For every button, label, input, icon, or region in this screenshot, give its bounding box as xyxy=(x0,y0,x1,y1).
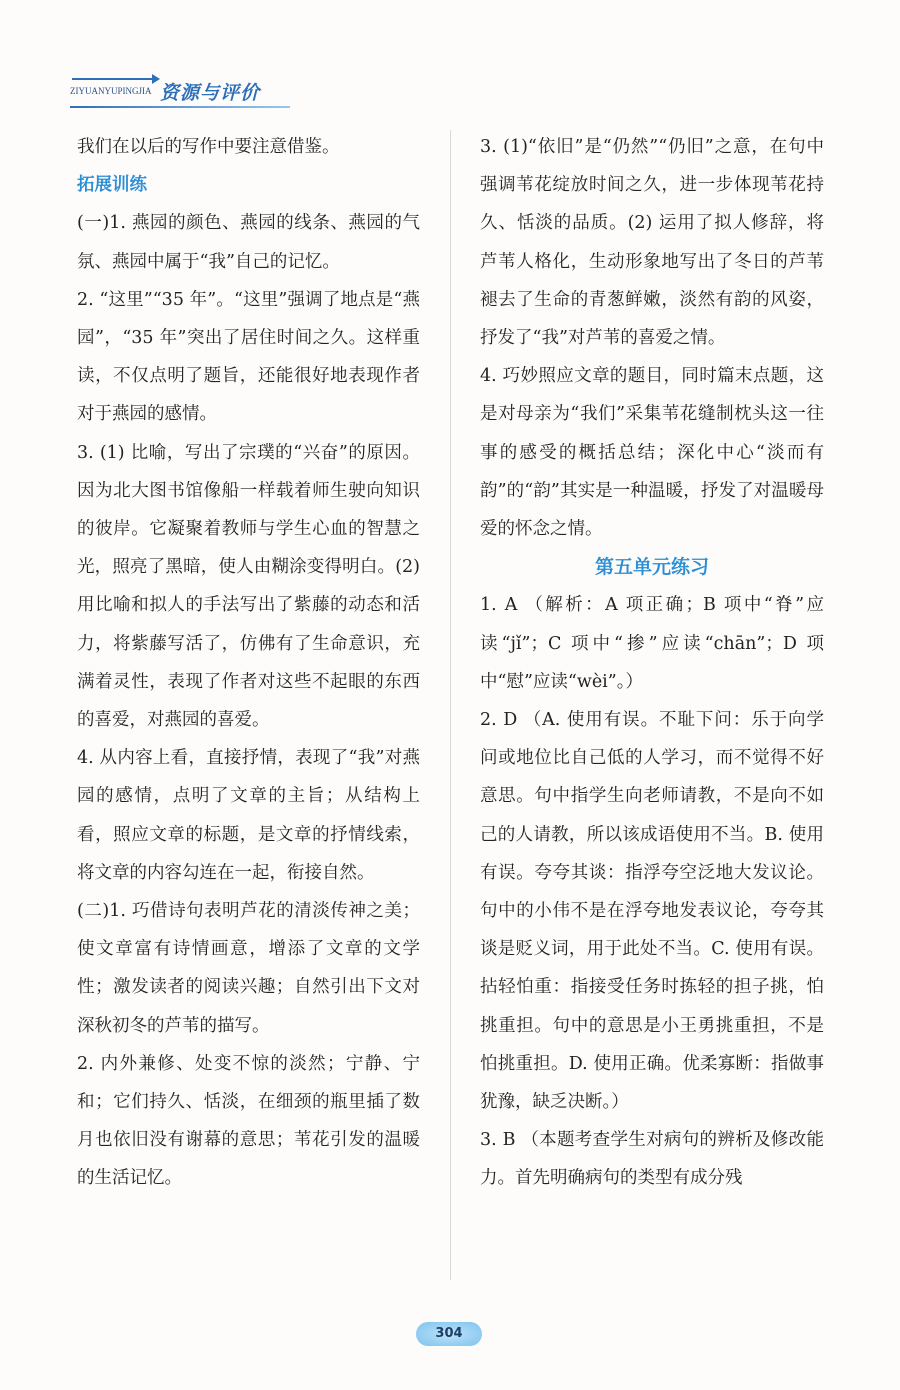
paragraph: 3. (1) 比喻，写出了宗璞的“兴奋”的原因。因为北大图书馆像船一样载着师生驶向知识的彼岸。它凝聚着教师与学生心血的智慧之光，照亮了黑暗，使人由糊涂变得明白。(2) 用比喻和拟人的手法写出了紫藤的动态和活力，将紫藤写活了，仿佛有了生命意识，充满着灵性，表现了作者对这些不起眼的东西的喜爱，对燕园的喜爱。 xyxy=(77,442,420,731)
paragraph: 1. A （解析：A 项正确；B 项中“脊”应读“jǐ”；C 项中“掺”应读“chān”；D 项中“慰”应读“wèi”。） xyxy=(480,595,824,692)
paragraph: 2. D （A. 使用有误。不耻下问：乐于向学问或地位比自己低的人学习，而不觉得不好意思。句中指学生向老师请教，不是向不如己的人请教，所以该成语使用不当。B. 使用有误。夸夸其谈：指浮夸空泛地大发议论。句中的小伟不是在浮夸地发表议论，夸夸其谈是贬义词，用于此处不当。C. 使用有误。拈轻怕重：指接受任务时拣轻的担子挑，怕挑重担。句中的意思是小王勇挑重担，不是怕挑重担。D. 使用正确。优柔寡断：指做事犹豫，缺乏决断。） xyxy=(480,710,824,1113)
section-heading: 拓展训练 xyxy=(77,175,147,196)
paragraph: (一)1. 燕园的颜色、燕园的线条、燕园的气氛、燕园中属于“我”自己的记忆。 xyxy=(77,213,420,272)
paragraph: 2. “这里”“35 年”。“这里”强调了地点是“燕园”，“35 年”突出了居住时间之久。这样重读，不仅点明了题旨，还能很好地表现作者对于燕园的感情。 xyxy=(77,289,420,425)
paragraph: 2. 内外兼修、处变不惊的淡然；宁静、宁和；它们持久、恬淡，在细颈的瓶里插了数月也依旧没有谢幕的意思；苇花引发的温暖的生活记忆。 xyxy=(77,1053,420,1189)
column-divider xyxy=(450,130,451,1280)
paragraph: 我们在以后的写作中要注意借鉴。 xyxy=(77,137,340,157)
page-number: 304 xyxy=(416,1322,482,1346)
page-header xyxy=(70,78,300,108)
paragraph: 4. 从内容上看，直接抒情，表现了“我”对燕园的感情，点明了文章的主旨；从结构上看，照应文章的标题，是文章的抒情线索，将文章的内容勾连在一起，衔接自然。 xyxy=(77,748,420,883)
paragraph: 3. (1)“依旧”是“仍然”“仍旧”之意，在句中强调苇花绽放时间之久，进一步体现苇花持久、恬淡的品质。(2) 运用了拟人修辞，将芦苇人格化，生动形象地写出了冬日的芦苇褪去了生命的青葱鲜嫩，淡然有韵的风姿，抒发了“我”对芦苇的喜爱之情。 xyxy=(480,137,824,349)
right-column xyxy=(480,128,824,1198)
header-title: 资源与评价 xyxy=(160,82,261,104)
paragraph: 3. B （本题考查学生对病句的辨析及修改能力。首先明确病句的类型有成分残 xyxy=(480,1130,824,1189)
unit-heading: 第五单元练习 xyxy=(594,556,709,579)
header-rule xyxy=(70,106,290,108)
left-column xyxy=(77,128,420,1198)
header-pinyin: ZIYUANYUPINGJIA xyxy=(70,86,152,96)
paragraph: 4. 巧妙照应文章的题目，同时篇末点题，这是对母亲为“我们”采集苇花缝制枕头这一往事的感受的概括总结；深化中心“淡而有韵”的“韵”其实是一种温暖，抒发了对温暖母爱的怀念之情。 xyxy=(480,366,824,540)
arrow-icon xyxy=(72,78,154,86)
paragraph: (二)1. 巧借诗句表明芦花的清淡传神之美；使文章富有诗情画意，增添了文章的文学性；激发读者的阅读兴趣；自然引出下文对深秋初冬的芦苇的描写。 xyxy=(77,901,420,1036)
